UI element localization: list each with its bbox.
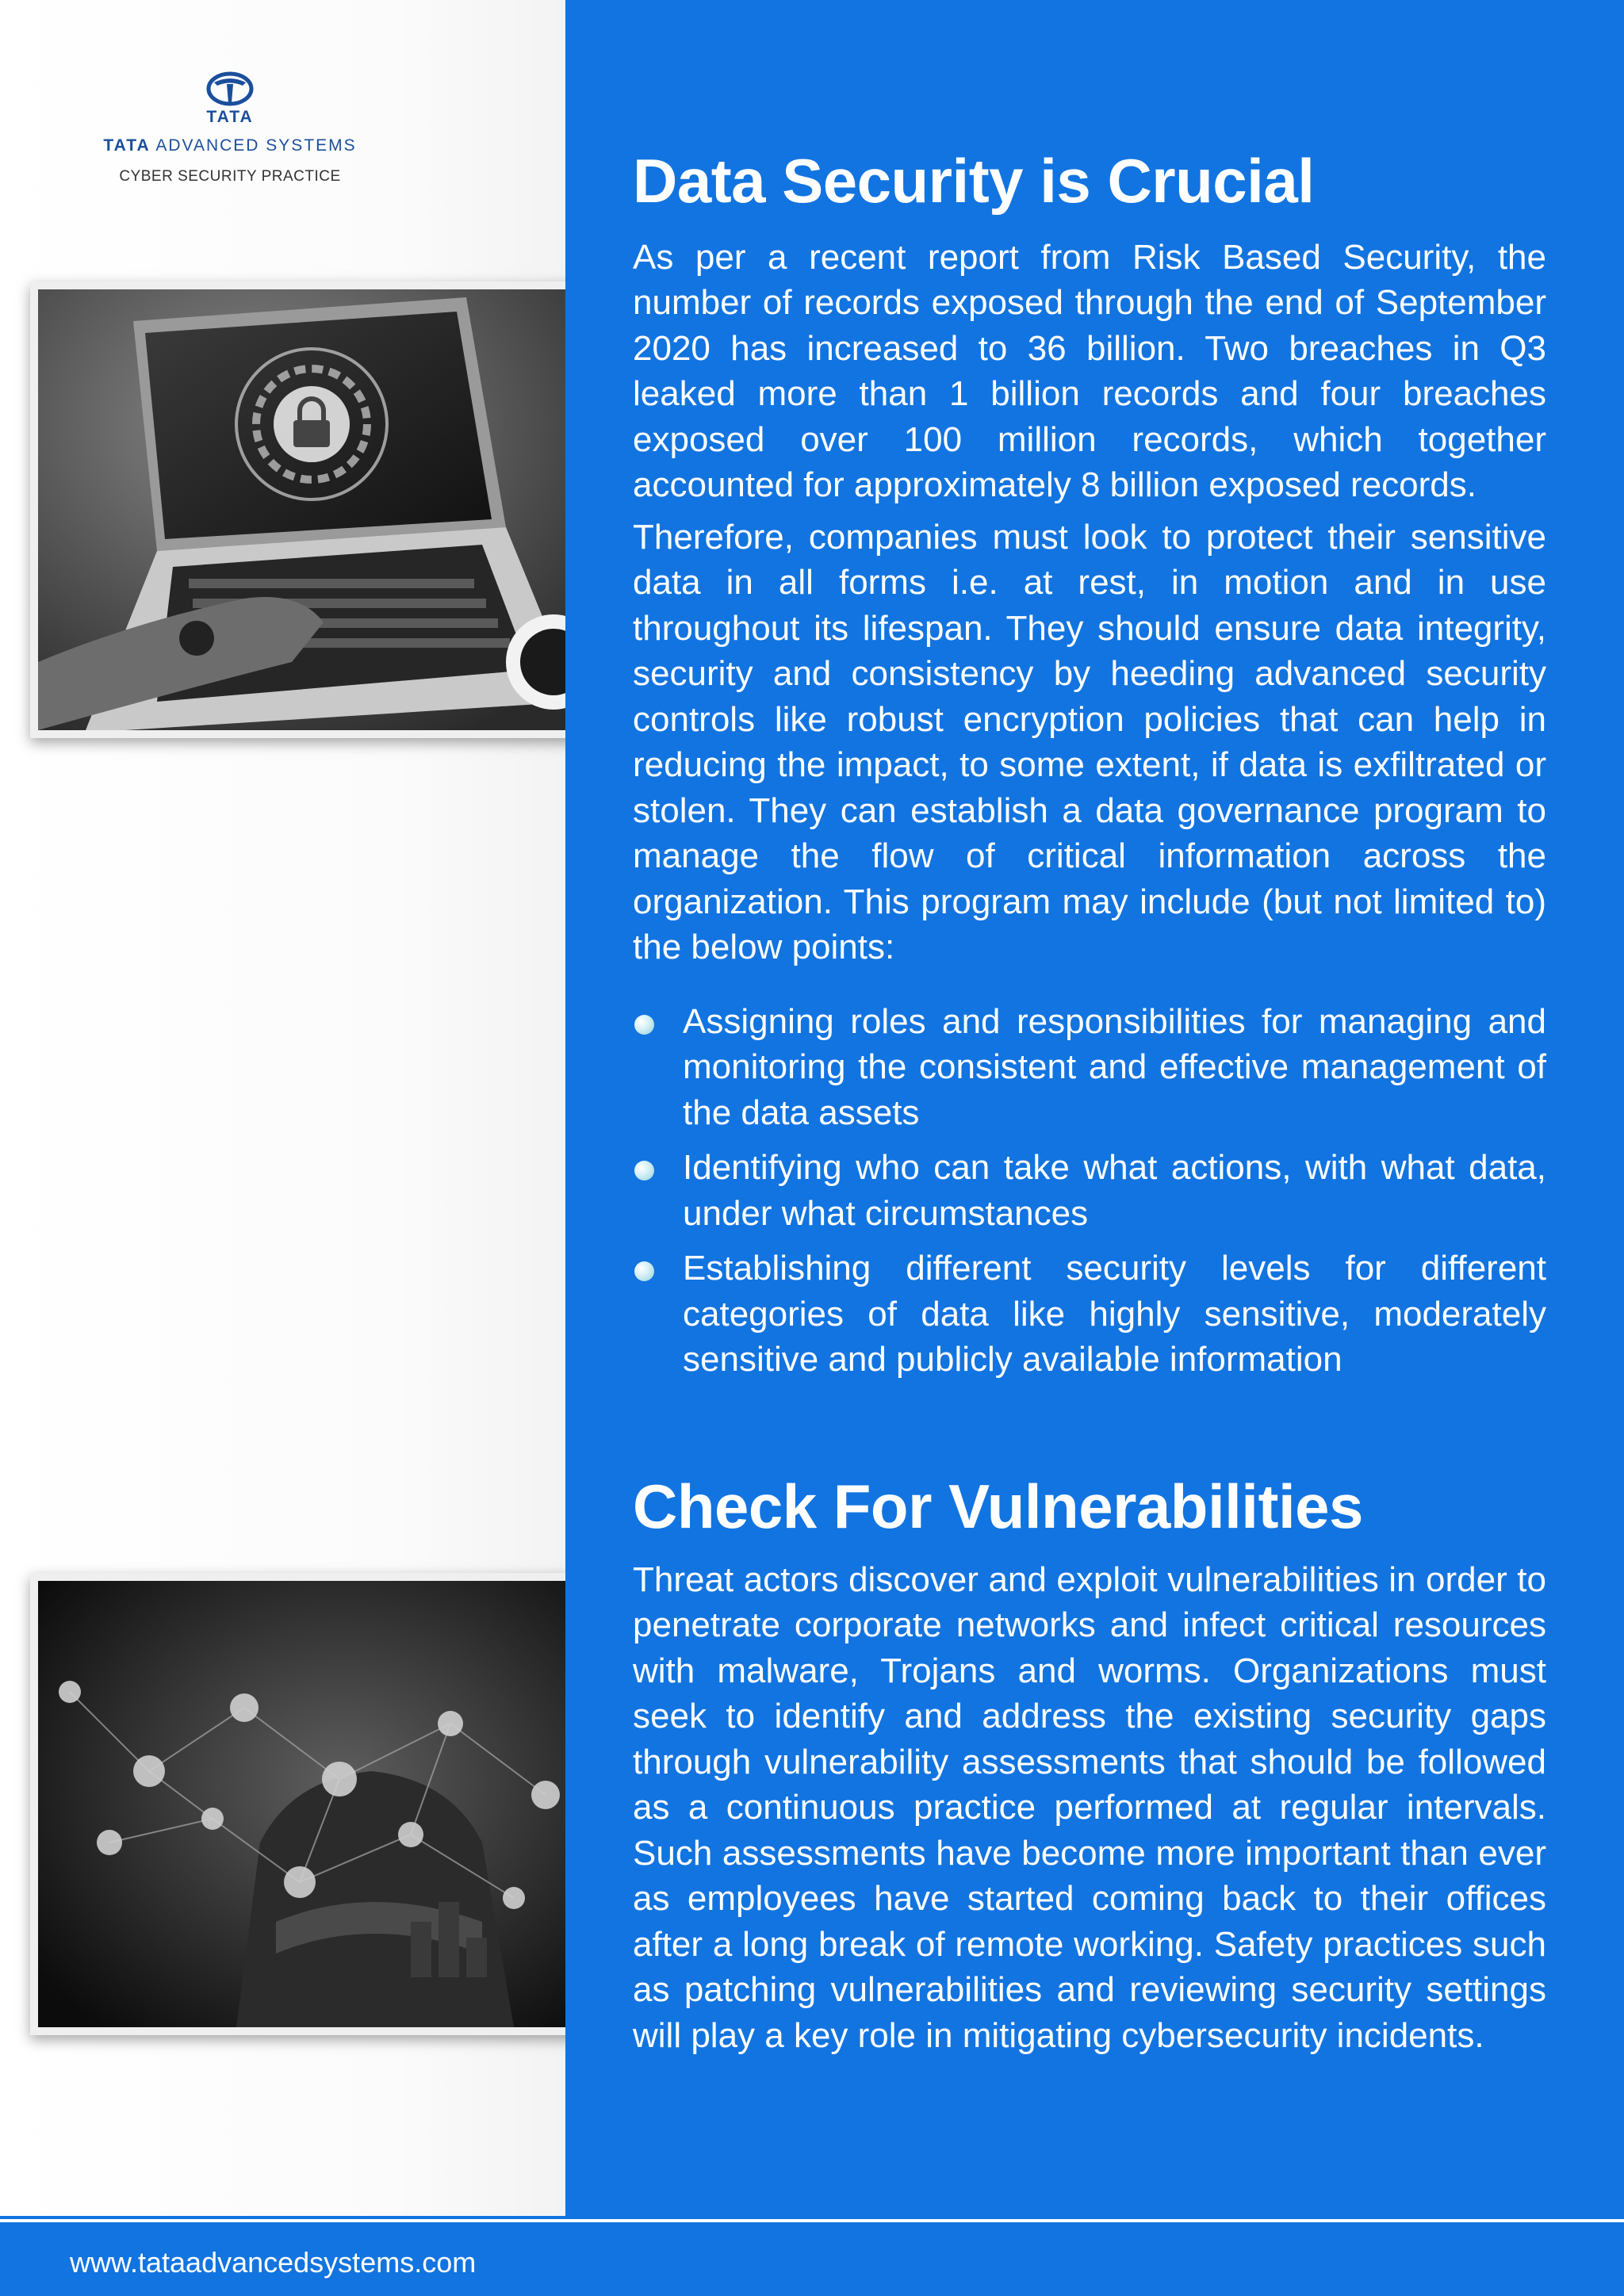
logo-brand-text: TATA: [206, 108, 254, 126]
section-data-security: [633, 146, 1546, 1392]
bullet-list: [633, 999, 1546, 1383]
logo-practice-name: CYBER SECURITY PRACTICE: [119, 168, 341, 185]
tata-logo-icon: [206, 71, 254, 106]
list-item: Establishing different security levels for different categories of data like highly sensitive, moderately sensitive and publicly available information: [633, 1246, 1546, 1383]
list-item: Assigning roles and responsibilities for managing and monitoring the consistent and effective management of the data assets: [633, 999, 1546, 1136]
footer-divider: [0, 2219, 1624, 2222]
bullet-icon: [634, 1261, 654, 1281]
paragraph: Threat actors discover and exploit vulnerabilities in order to penetrate corporate networks and infect critical resources with malware, Trojans and worms. Organizations must seek to identify and address the existing security gaps through vulnerability assessments that should be followed as a continuous practice performed at regular intervals. Such assessments have become more important than ever as employees have started coming back to their offices after a long break of remote working. Safety practices such as patching vulnerabilities and reviewing security settings will play a key role in mitigating cybersecurity incidents.: [633, 1559, 1546, 2055]
left-column: [0, 0, 565, 2216]
bullet-icon: [634, 1015, 654, 1035]
list-item: Identifying who can take what actions, with what data, under what circumstances: [633, 1145, 1546, 1236]
website-link[interactable]: www.tataadvancedsystems.com: [70, 2246, 477, 2279]
logo-company-name: TATA ADVANCED SYSTEMS: [103, 136, 357, 155]
main-blue-panel: [565, 0, 1624, 2216]
paragraph: Therefore, companies must look to protect their sensitive data in all forms i.e. at rest, in motion and in use throughout its lifespan. They should ensure data integrity, security and consistency by heeding advanced security controls like robust encryption policies that can help in reducing the impact, to some extent, if data is exfiltrated or stolen. They can establish a data governance program to manage the flow of critical information across the organization. This program may include (but not limited to) the below points:: [633, 517, 1546, 967]
section-vulnerabilities: [633, 1471, 1546, 2058]
company-logo: [0, 71, 460, 186]
laptop-lock-photo: [30, 281, 598, 738]
bullet-icon: [634, 1161, 654, 1181]
network-person-photo: [30, 1573, 598, 2035]
section-title: Data Security is Crucial: [633, 146, 1315, 216]
paragraph: As per a recent report from Risk Based Security, the number of records exposed through the end of September 2020 has increased to 36 billion. Two breaches in Q3 leaked more than 1 billion records and four breaches exposed over 100 million records, which together accounted for approximately 8 billion exposed records.: [633, 237, 1546, 505]
footer: [0, 2216, 1624, 2296]
section-title: Check For Vulnerabilities: [633, 1471, 1363, 1541]
